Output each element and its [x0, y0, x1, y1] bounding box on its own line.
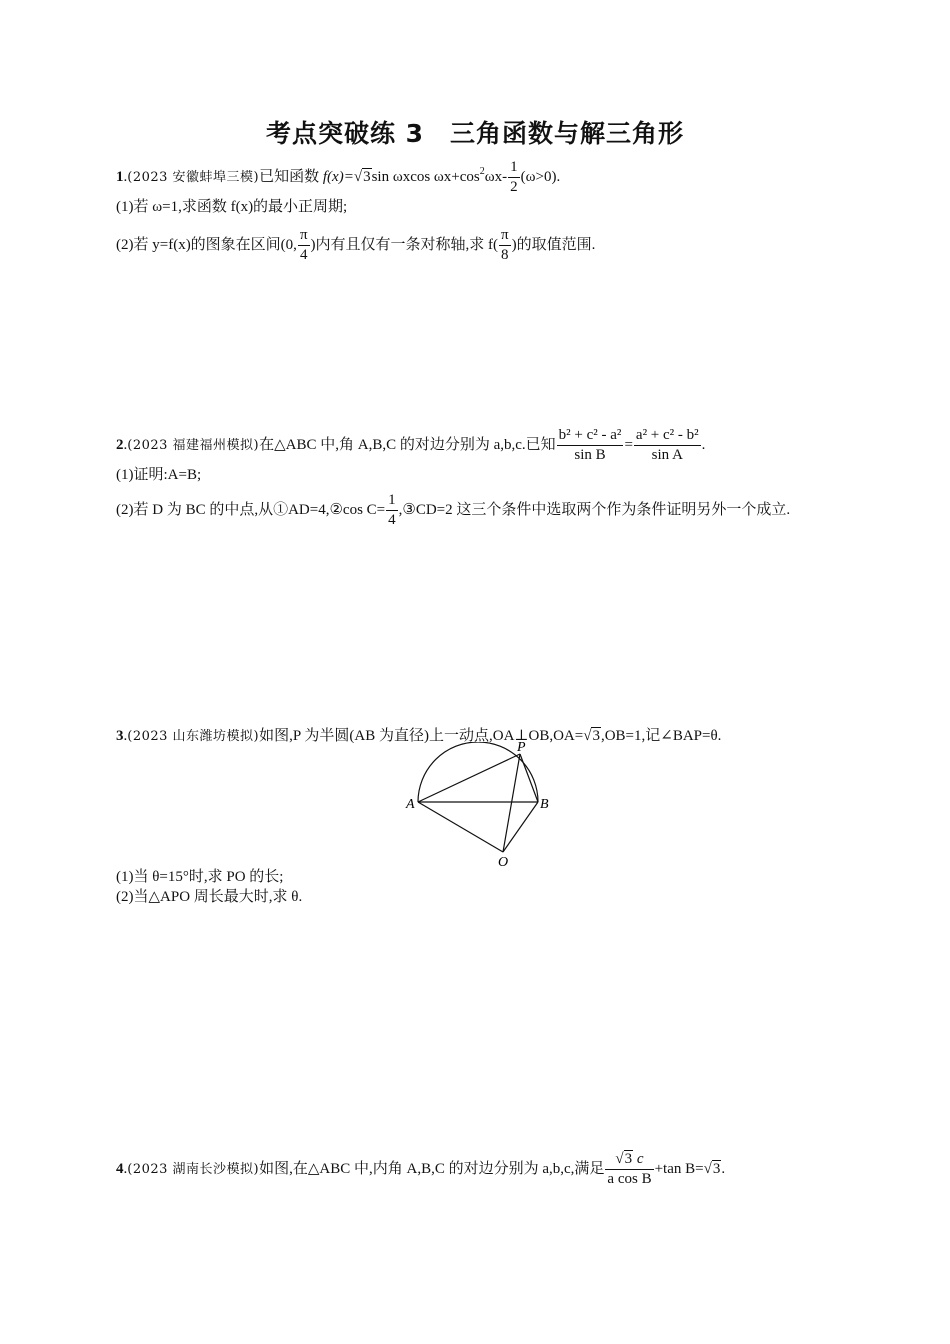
- label-a: A: [406, 797, 415, 812]
- q2-fraction-1: $\frac{\text{b² + c² - a²}}{\text{sin B}}$: [558, 427, 622, 463]
- q2-part2-fraction: $\frac{1}{4}$: [388, 492, 396, 528]
- q1-number: 1: [116, 168, 124, 185]
- q4-stem: 4.(2023 湖南长沙模拟)如图,在△ABC 中,内角 A,B,C 的对边分别为 a,b,c,满足 $\frac{√3 c}{\text{a cos B}}$ +tan B=√3.: [116, 1151, 726, 1187]
- q1-source: (2023 安徽蚌埠三模): [127, 169, 260, 185]
- q4-fraction: $\frac{√3 c}{\text{a cos B}}$: [607, 1151, 652, 1187]
- q1-sqrt: √3: [353, 168, 371, 185]
- q2-part2: (2)若 D 为 BC 的中点,从①AD=4,②cos C= $\frac{1}{4}$ ,③CD=2 这三个条件中选取两个作为条件证明另外一个成立.: [116, 492, 791, 528]
- segment-pb: [520, 754, 538, 802]
- q2-number: 2: [116, 436, 124, 453]
- q1-stem: 1.(2023 安徽蚌埠三模)已知函数 f(x)=√3sin ωxcos $\omega x+\cos^2\omega x-$ $\frac{1}{2}$ (ω>0).: [116, 159, 561, 195]
- q1-stem-text: 已知函数: [259, 168, 323, 185]
- segment-ao: [418, 802, 503, 852]
- q2-fraction-2: $\frac{\text{a² + c² - b²}}{\text{sin A}}$: [635, 427, 699, 463]
- q3-stem: 3.(2023 山东潍坊模拟)如图,P 为半圆(AB 为直径)上一动点,OA⊥OB,OA=√3,OB=1,记∠BAP=θ.: [116, 728, 722, 744]
- q1-condition: (ω>0).: [520, 168, 561, 185]
- q1-part1: (1)若 ω=1,求函数 f(x)的最小正周期;: [116, 199, 348, 215]
- q2-source: (2023 福建福州模拟): [127, 437, 260, 453]
- q2-part1: (1)证明:A=B;: [116, 467, 202, 483]
- q4-source: (2023 湖南长沙模拟): [127, 1161, 260, 1177]
- q1-expr-b: sin ωxcos ωx+cos: [371, 168, 480, 185]
- q3-figure: [400, 742, 550, 870]
- page-title: 考点突破练 3 三角函数与解三角形: [265, 119, 685, 148]
- q1-fraction: $\frac{1}{2}$: [510, 159, 518, 195]
- q3-source: (2023 山东潍坊模拟): [127, 729, 260, 744]
- q2-stem-text: 在△ABC 中,角 A,B,C 的对边分别为 a,b,c.已知: [259, 436, 556, 453]
- label-p: P: [517, 742, 526, 755]
- label-b: B: [540, 797, 549, 812]
- q3-part2: (2)当△APO 周长最大时,求 θ.: [116, 889, 303, 905]
- label-o: O: [498, 855, 509, 870]
- q1-part2-fraction-pi8: $\frac{\pi}{8}$: [501, 227, 509, 263]
- q1-function: f(x)=: [322, 168, 354, 185]
- segment-bo: [503, 802, 538, 852]
- q3-part1: (1)当 θ=15°时,求 PO 的长;: [116, 869, 284, 885]
- q1-part2-fraction-pi4: $\frac{\pi}{4}$: [299, 227, 308, 263]
- q1-part2: (2)若 y=f(x)的图象在区间(0, $\frac{\pi}{4}$ )内有且仅有一条对称轴,求 f( $\frac{\pi}{8}$ )的取值范围.: [116, 227, 596, 263]
- q3-sqrt: √3: [583, 728, 600, 744]
- q2-stem: 2.(2023 福建福州模拟)在△ABC 中,角 A,B,C 的对边分别为 a,b,c.已知 $\frac{\text{b² + c² - a²}}{\text{sin B}}$ = $\frac{\text{a² + c² - b²}}{\text{sin A}}$ .: [116, 427, 706, 463]
- q3-number: 3: [116, 728, 124, 744]
- segment-po: [503, 754, 520, 852]
- q1-expr-c: ωx-: [484, 168, 508, 185]
- q4-sqrt: √3: [703, 1160, 721, 1177]
- q1-square: 2: [479, 165, 485, 177]
- q4-number: 4: [116, 1160, 124, 1177]
